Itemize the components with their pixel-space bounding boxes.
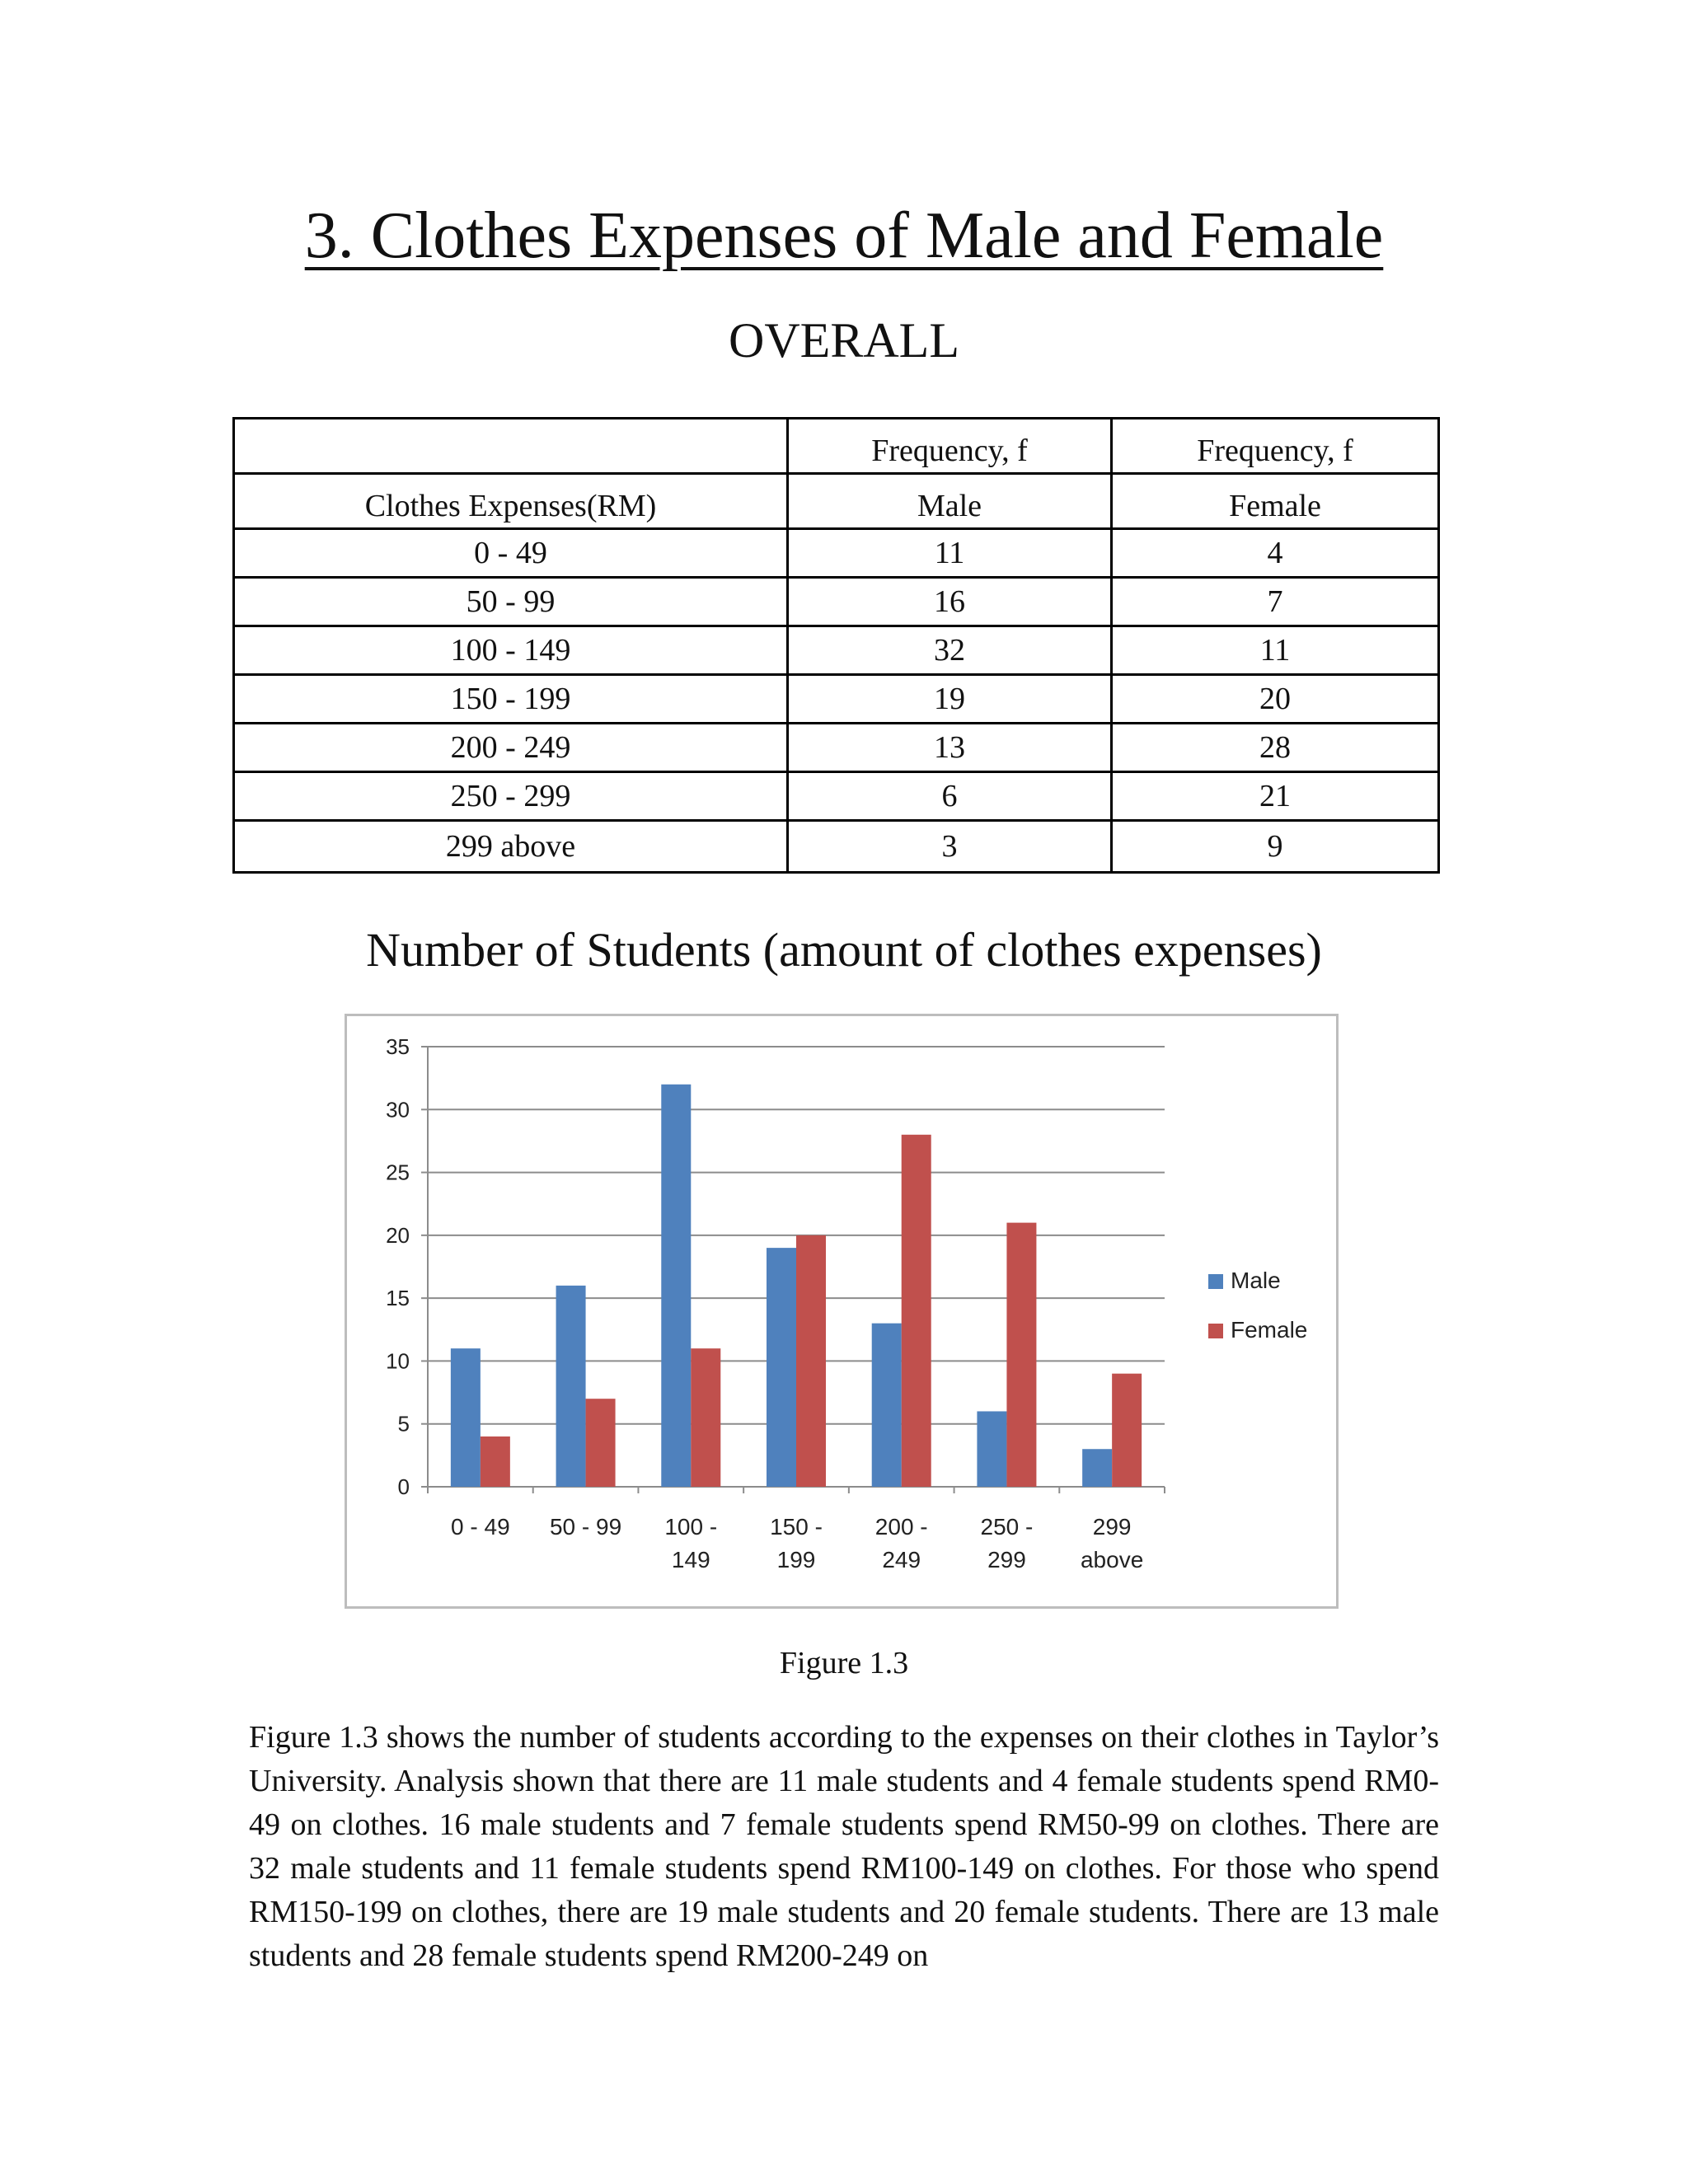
female-bar [586, 1399, 616, 1487]
legend-swatch [1208, 1324, 1223, 1338]
figure-caption: Figure 1.3 [779, 1646, 909, 1680]
y-tick-label: 5 [397, 1411, 410, 1436]
legend-label: Female [1231, 1317, 1308, 1343]
x-tick-label: 149 [671, 1547, 710, 1572]
female-bar [1006, 1223, 1036, 1487]
female-bar [902, 1135, 931, 1487]
x-tick-label: 150 - [770, 1514, 823, 1540]
legend-swatch [1208, 1274, 1223, 1289]
overall-subheading: OVERALL [729, 313, 959, 368]
table-cell: 4 [1112, 529, 1439, 578]
male-bar [556, 1286, 586, 1487]
x-tick-label: 299 [1092, 1514, 1132, 1540]
section-heading: 3. Clothes Expenses of Male and Female [304, 199, 1384, 272]
legend-label: Male [1231, 1268, 1281, 1293]
table-cell: 20 [1112, 675, 1439, 724]
y-tick-label: 10 [386, 1348, 410, 1374]
table-cell: 100 - 149 [234, 626, 788, 675]
x-tick-label: 50 - 99 [549, 1514, 622, 1540]
table-row [234, 626, 1439, 675]
x-tick-label: 199 [776, 1547, 816, 1572]
female-bar [481, 1436, 510, 1487]
table-row [234, 724, 1439, 772]
table-cell: 6 [788, 772, 1112, 821]
male-bar [1082, 1449, 1112, 1487]
table-row [234, 578, 1439, 626]
x-tick-label: 100 - [664, 1514, 718, 1540]
table-row [234, 529, 1439, 578]
table-header-cell: Frequency, f [788, 419, 1112, 474]
table-header-cell: Female [1112, 474, 1439, 529]
body-paragraph: Figure 1.3 shows the number of students according to the expenses on their clothes in Taylor’s University. Analysis shown that there are 11 male students and 4 female students spend RM0-49 on clothes. 16 male students and 7 female students spend RM50-99 on clothes. There are 32 male students and 11 female students spend RM100-149 on clothes. For those who spend RM150-199 on clothes, there are 19 male students and 20 female students. There are 13 male students and 28 female students spend RM200-249 on [249, 1720, 1439, 1973]
table-cell: 13 [788, 724, 1112, 772]
table-row [234, 675, 1439, 724]
table-cell: 9 [1112, 821, 1439, 873]
table-cell: 50 - 99 [234, 578, 788, 626]
table-cell: 16 [788, 578, 1112, 626]
female-bar [796, 1235, 826, 1487]
x-tick-label: 249 [882, 1547, 921, 1572]
table-header-row [234, 474, 1439, 529]
x-tick-label: 250 - [980, 1514, 1034, 1540]
table-cell: 21 [1112, 772, 1439, 821]
table-cell: 11 [788, 529, 1112, 578]
bar-chart [345, 1014, 1339, 1609]
y-tick-label: 35 [386, 1034, 410, 1059]
y-tick-label: 30 [386, 1097, 410, 1122]
x-tick-label: 0 - 49 [451, 1514, 510, 1540]
male-bar [451, 1348, 481, 1487]
chart-title: Number of Students (amount of clothes expenses) [366, 923, 1322, 977]
table-header-cell [234, 419, 788, 474]
y-tick-label: 20 [386, 1222, 410, 1248]
table-cell: 3 [788, 821, 1112, 873]
female-bar [1112, 1374, 1142, 1487]
y-tick-label: 0 [397, 1474, 410, 1499]
table-cell: 28 [1112, 724, 1439, 772]
table-row [234, 821, 1439, 873]
male-bar [767, 1248, 796, 1487]
table-header-cell: Frequency, f [1112, 419, 1439, 474]
table-cell: 0 - 49 [234, 529, 788, 578]
male-bar [977, 1411, 1006, 1487]
x-tick-label: above [1080, 1547, 1144, 1572]
table-header-cell: Clothes Expenses(RM) [234, 474, 788, 529]
table-cell: 7 [1112, 578, 1439, 626]
table-cell: 11 [1112, 626, 1439, 675]
table-header-cell: Male [788, 474, 1112, 529]
y-tick-label: 25 [386, 1160, 410, 1185]
male-bar [661, 1085, 691, 1487]
table-cell: 299 above [234, 821, 788, 873]
x-tick-label: 200 - [874, 1514, 928, 1540]
table-row [234, 772, 1439, 821]
table-cell: 19 [788, 675, 1112, 724]
frequency-table [232, 417, 1440, 874]
table-header-row [234, 419, 1439, 474]
male-bar [872, 1324, 902, 1487]
table-cell: 200 - 249 [234, 724, 788, 772]
y-tick-label: 15 [386, 1286, 410, 1311]
x-tick-label: 299 [987, 1547, 1026, 1572]
table-cell: 32 [788, 626, 1112, 675]
table-cell: 250 - 299 [234, 772, 788, 821]
female-bar [691, 1348, 720, 1487]
table-cell: 150 - 199 [234, 675, 788, 724]
bar-chart-svg [347, 1016, 1336, 1606]
